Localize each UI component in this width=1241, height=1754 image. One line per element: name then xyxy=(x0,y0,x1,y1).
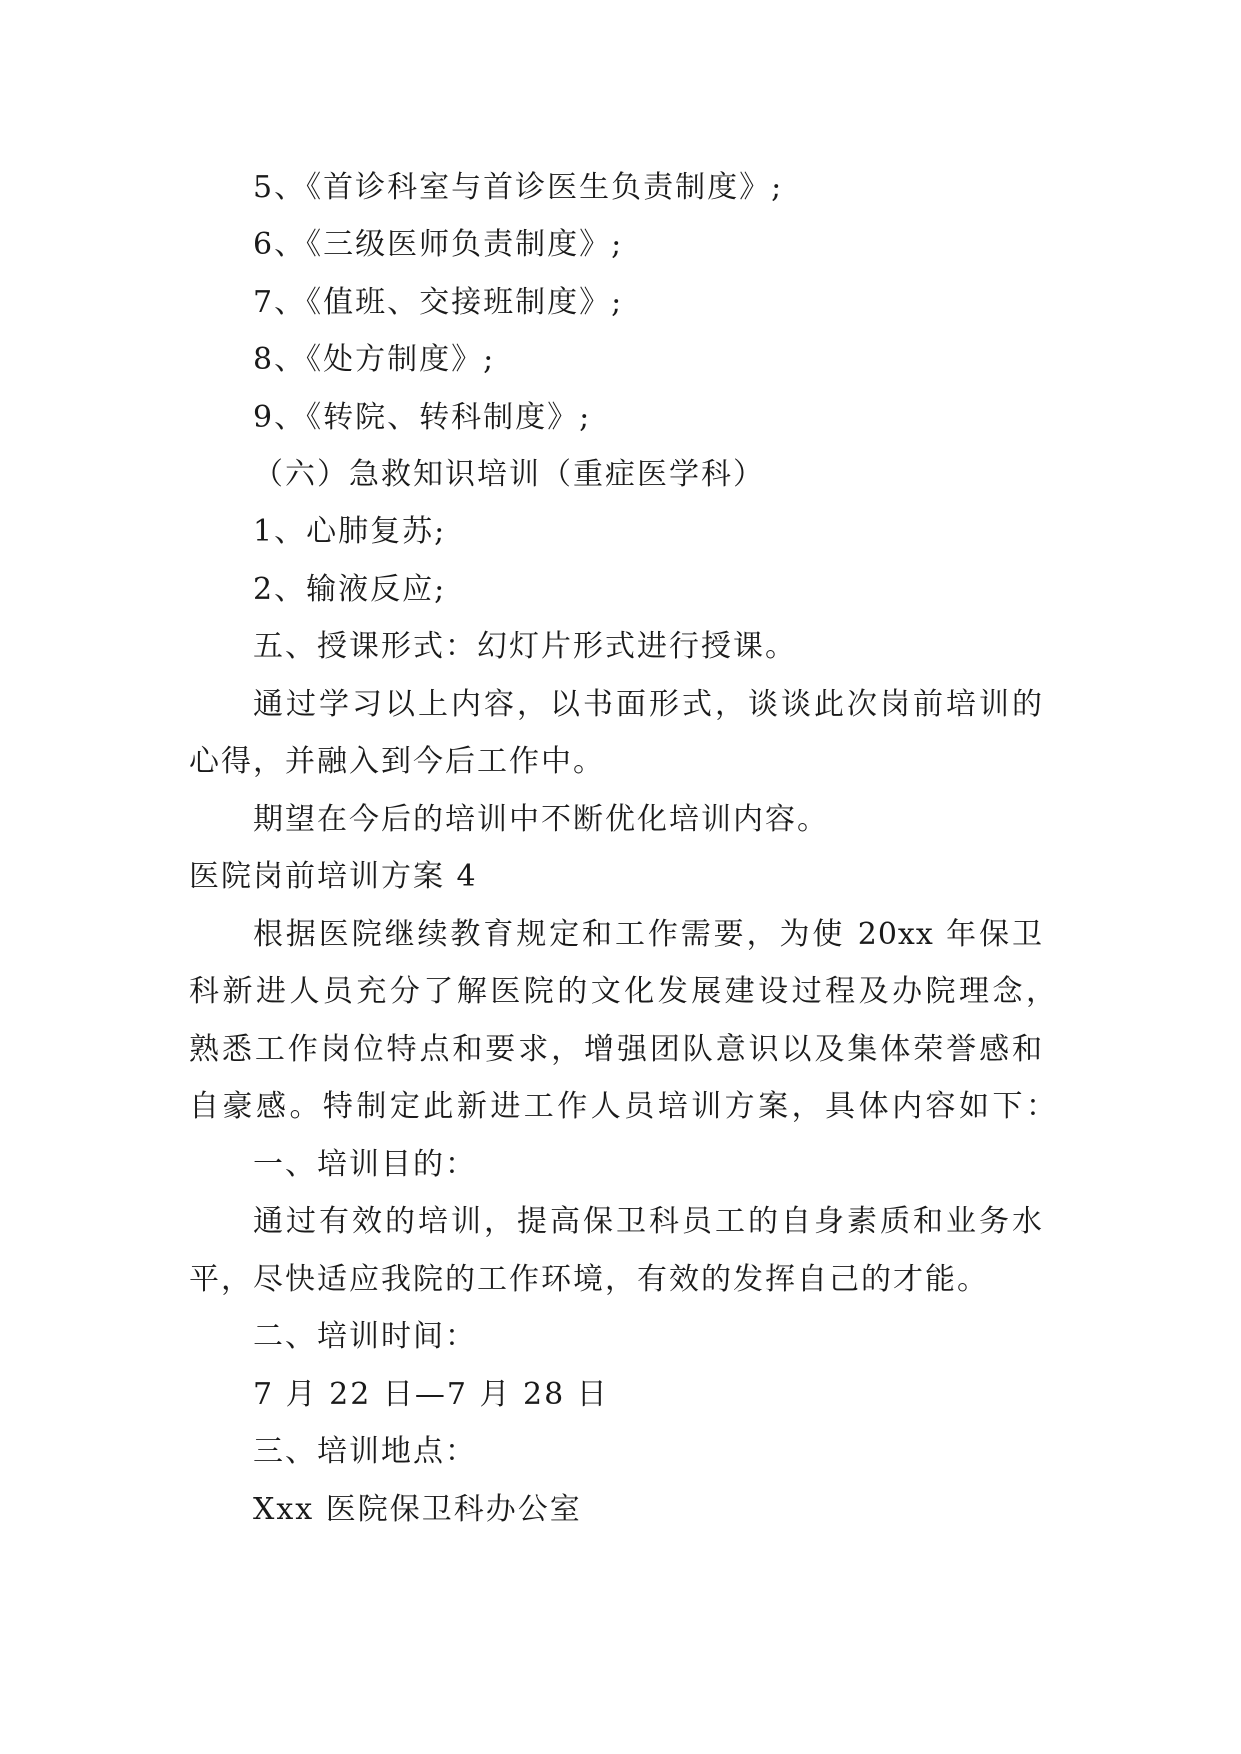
list-item-7: 7、《值班、交接班制度》; xyxy=(253,285,624,320)
document-title: 医院岗前培训方案 4 xyxy=(189,859,478,894)
list-item-cpr: 1、心肺复苏; xyxy=(253,514,447,549)
paragraph-line: 平，尽快适应我院的工作环境，有效的发挥自己的才能。 xyxy=(189,1262,989,1297)
paragraph-line: 科新进人员充分了解医院的文化发展建设过程及办院理念， xyxy=(189,974,1057,1009)
section-heading-time: 二、培训时间： xyxy=(253,1319,477,1354)
paragraph-line: 期望在今后的培训中不断优化培训内容。 xyxy=(253,802,829,837)
paragraph-line: 根据医院继续教育规定和工作需要，为使 20xx 年保卫 xyxy=(253,917,1043,952)
paragraph-line: 熟悉工作岗位特点和要求，增强团队意识以及集体荣誉感和 xyxy=(189,1032,1043,1067)
list-item-infusion: 2、输液反应; xyxy=(253,572,447,607)
training-location: Xxx 医院保卫科办公室 xyxy=(253,1492,582,1527)
section-heading-purpose: 一、培训目的： xyxy=(253,1147,477,1182)
list-item-9: 9、《转院、转科制度》; xyxy=(253,400,592,435)
list-item-5: 5、《首诊科室与首诊医生负责制度》; xyxy=(253,170,784,205)
list-item-6: 6、《三级医师负责制度》; xyxy=(253,227,624,262)
section-heading-first-aid: （六）急救知识培训（重症医学科） xyxy=(253,457,765,492)
paragraph-line: 心得，并融入到今后工作中。 xyxy=(189,744,605,779)
training-dates: 7 月 22 日—7 月 28 日 xyxy=(253,1377,609,1412)
section-heading-teaching-form: 五、授课形式：幻灯片形式进行授课。 xyxy=(253,629,797,664)
paragraph-line: 通过学习以上内容，以书面形式，谈谈此次岗前培训的 xyxy=(253,687,1043,722)
paragraph-line: 自豪感。特制定此新进工作人员培训方案，具体内容如下： xyxy=(189,1089,1057,1124)
list-item-8: 8、《处方制度》; xyxy=(253,342,496,377)
section-heading-location: 三、培训地点： xyxy=(253,1434,477,1469)
paragraph-line: 通过有效的培训，提高保卫科员工的自身素质和业务水 xyxy=(253,1204,1043,1239)
